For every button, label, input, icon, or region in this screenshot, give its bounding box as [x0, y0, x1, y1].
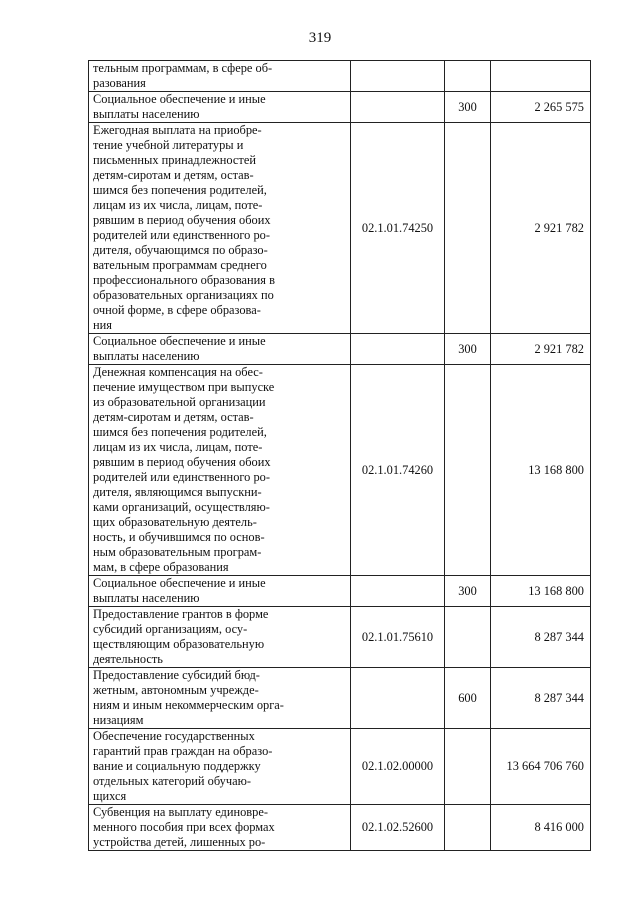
row-expense-type: 600: [445, 668, 491, 729]
table-row: [89, 334, 591, 365]
row-amount: 8 287 344: [491, 607, 591, 668]
row-name-cell: [89, 61, 351, 92]
row-code: [351, 668, 445, 729]
row-name: Субвенция на выплату единовре- менного пособия при всех формах устройства детей, лишенных ро-: [93, 805, 275, 849]
table-row: [89, 729, 591, 805]
row-code: 02.1.01.74260: [351, 365, 445, 576]
row-expense-type: [445, 607, 491, 668]
row-code: 02.1.01.74250: [351, 123, 445, 334]
row-name: Социальное обеспечение и иные выплаты населению: [93, 334, 266, 363]
row-expense-type: 300: [445, 92, 491, 123]
row-expense-type: [445, 805, 491, 851]
row-amount: 13 664 706 760: [491, 729, 591, 805]
row-name: Ежегодная выплата на приобре- тение учебной литературы и письменных принадлежностей детям-сиротам и детям, остав- шимся без попечения родителей, лицам из их числа, лицам, поте- рявшим в период обучения обоих родителей или единственного ро- дителя, обучающимся по образо- вательным программам среднего профессионального образования в образовательных организациях по очной форме, в сфере образова- ния: [93, 123, 275, 332]
table-row: [89, 92, 591, 123]
row-name: Денежная компенсация на обес- печение имуществом при выпуске из образовательной организации детям-сиротам и детям, остав- шимся без попечения родителей, лицам из их числа, лицам, поте- рявшим в период обучения обоих родителей или единственного ро- дителя, являющимся выпускни- ками организаций, осуществляю- щих образовательную деятель- ность, и обучившимся по основ- ным образовательным програм- мам, в сфере образования: [93, 365, 275, 574]
row-code: [351, 334, 445, 365]
row-amount: 2 265 575: [491, 92, 591, 123]
table-row: [89, 61, 591, 92]
row-code: 02.1.01.75610: [351, 607, 445, 668]
row-amount: 2 921 782: [491, 123, 591, 334]
row-code: [351, 61, 445, 92]
row-code: 02.1.02.52600: [351, 805, 445, 851]
row-name-cell: [89, 607, 351, 668]
row-name-cell: [89, 334, 351, 365]
row-name-cell: [89, 729, 351, 805]
row-name-cell: [89, 365, 351, 576]
row-amount: 2 921 782: [491, 334, 591, 365]
row-amount: 13 168 800: [491, 576, 591, 607]
row-expense-type: 300: [445, 334, 491, 365]
table-row: [89, 668, 591, 729]
page-number: 319: [308, 30, 332, 46]
row-expense-type: 300: [445, 576, 491, 607]
table-row: [89, 805, 591, 851]
row-name: Обеспечение государственных гарантий прав граждан на образо- вание и социальную поддержку отдельных категорий обучаю- щихся: [93, 729, 273, 803]
table-row: [89, 607, 591, 668]
row-code: 02.1.02.00000: [351, 729, 445, 805]
row-name-cell: [89, 92, 351, 123]
row-name-cell: [89, 805, 351, 851]
row-amount: [491, 61, 591, 92]
row-name-cell: [89, 668, 351, 729]
row-expense-type: [445, 365, 491, 576]
row-expense-type: [445, 123, 491, 334]
row-expense-type: [445, 61, 491, 92]
row-name: тельным программам, в сфере об- разования: [93, 61, 273, 90]
row-name: Социальное обеспечение и иные выплаты населению: [93, 92, 266, 121]
row-amount: 13 168 800: [491, 365, 591, 576]
row-code: [351, 576, 445, 607]
row-code: [351, 92, 445, 123]
row-name: Предоставление субсидий бюд- жетным, автономным учрежде- ниям и иным некоммерческим орга- низациям: [93, 668, 284, 727]
table-row: [89, 365, 591, 576]
table-row: [89, 123, 591, 334]
row-name: Предоставление грантов в форме субсидий организациям, осу- ществляющим образовательную деятельность: [93, 607, 269, 666]
budget-table: [88, 60, 591, 851]
row-amount: 8 287 344: [491, 668, 591, 729]
row-name: Социальное обеспечение и иные выплаты населению: [93, 576, 266, 605]
row-amount: 8 416 000: [491, 805, 591, 851]
row-name-cell: [89, 576, 351, 607]
table-row: [89, 576, 591, 607]
row-name-cell: [89, 123, 351, 334]
row-expense-type: [445, 729, 491, 805]
